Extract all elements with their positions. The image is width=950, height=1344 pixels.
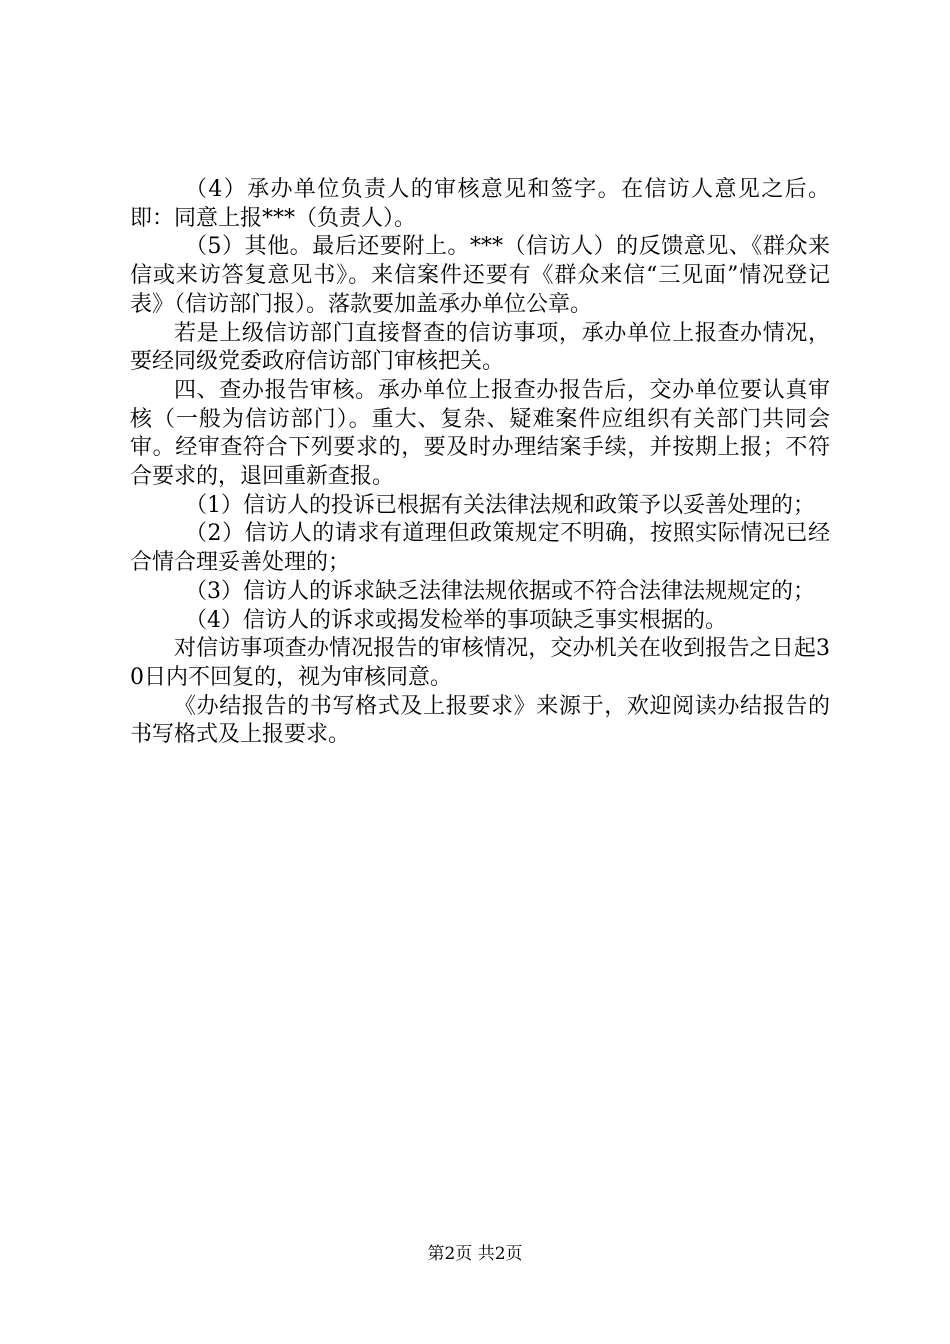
paragraph-report-review: 四、查办报告审核。承办单位上报查办报告后，交办单位要认真审核（一般为信访部门）。重大、复杂、疑难案件应组织有关部门共同会审。经审查符合下列要求的，要及时办理结案手续，并按期上报；不符合要求的，退回重新查报。: [130, 377, 830, 490]
page-number: 第2页 共2页: [427, 1244, 523, 1264]
list-item-criterion-3: （3）信访人的诉求缺乏法律法规依据或不符合法律法规规定的；: [185, 578, 815, 604]
paragraph-source-note: 《办结报告的书写格式及上报要求》来源于，欢迎阅读办结报告的书写格式及上报要求。: [130, 693, 830, 748]
list-item-criterion-1: （1）信访人的投诉已根据有关法律法规和政策予以妥善处理的；: [185, 492, 815, 518]
paragraph-higher-level-supervision: 若是上级信访部门直接督查的信访事项，承办单位上报查办情况，要经同级党委政府信访部门审核把关。: [130, 320, 830, 375]
document-body: [130, 176, 830, 750]
list-item-criterion-2: （2）信访人的请求有道理但政策规定不明确，按照实际情况已经合情合理妥善处理的；: [130, 521, 830, 576]
list-item-criterion-4: （4）信访人的诉求或揭发检举的事项缺乏事实根据的。: [185, 607, 727, 633]
paragraph-other-attachments: （5）其他。最后还要附上。***（信访人）的反馈意见、《群众来信或来访答复意见书》。来信案件还要有《群众来信“三见面”情况登记表》（信访部门报）。落款要加盖承办单位公章。: [130, 234, 830, 317]
paragraph-review-deadline: 对信访事项查办情况报告的审核情况，交办机关在收到报告之日起30日内不回复的，视为审核同意。: [130, 636, 830, 690]
paragraph-approval-signature: （4）承办单位负责人的审核意见和签字。在信访人意见之后。即：同意上报***（负责人）。: [130, 177, 830, 231]
